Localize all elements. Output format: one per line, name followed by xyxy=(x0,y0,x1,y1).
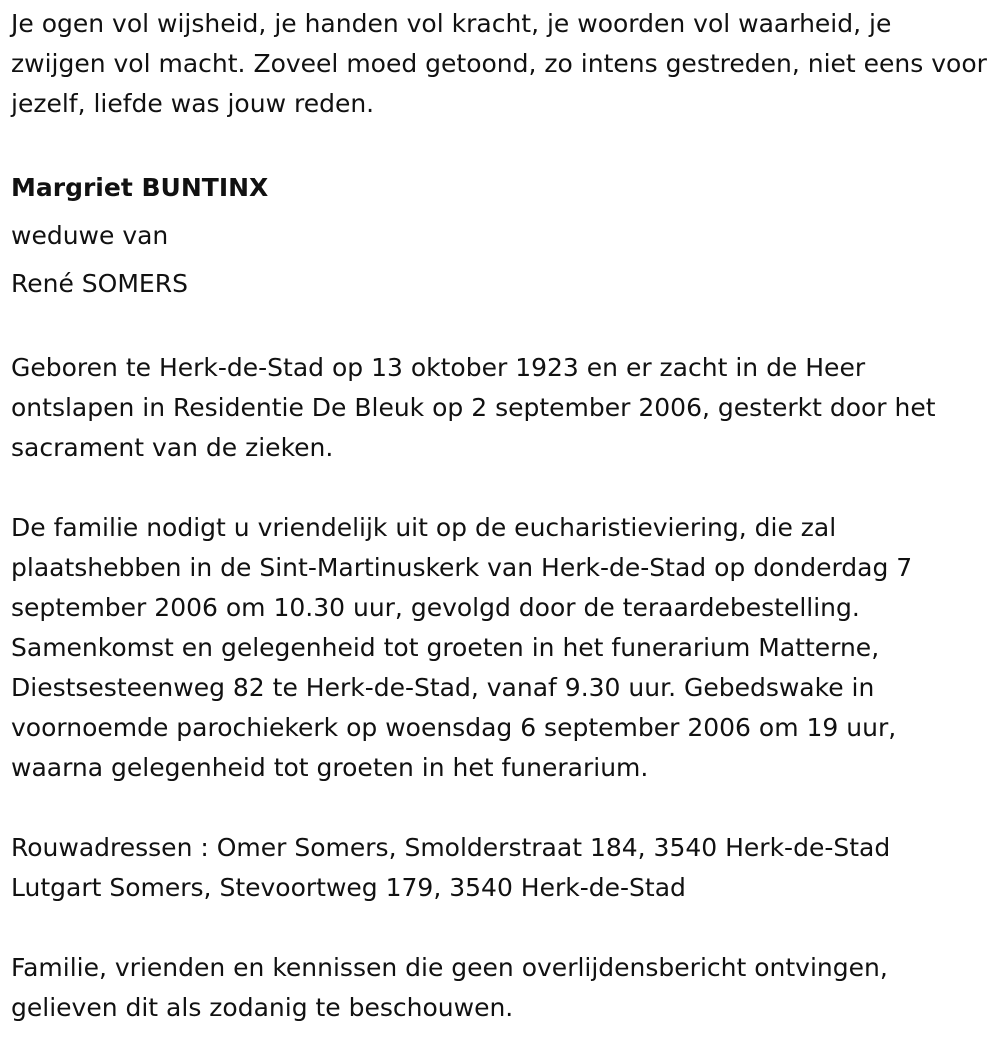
spouse-name: René SOMERS xyxy=(11,269,188,298)
deceased-name: Margriet BUNTINX xyxy=(11,173,269,202)
spacer xyxy=(11,308,991,348)
addresses-line-2: Lutgart Somers, Stevoortweg 179, 3540 Herk-de-Stad xyxy=(11,873,686,902)
relation-text: weduwe van xyxy=(11,221,169,250)
obituary-document xyxy=(11,4,991,1028)
spacer xyxy=(11,468,991,508)
birth-death-paragraph: Geboren te Herk-de-Stad op 13 oktober 1923 en er zacht in de Heer ontslapen in Residentie De Bleuk op 2 september 2006, gesterkt door het sacrament van de zieken. xyxy=(11,353,936,462)
spacer xyxy=(11,788,991,828)
service-paragraph: De familie nodigt u vriendelijk uit op de eucharistieviering, die zal plaatshebben in de Sint-Martinuskerk van Herk-de-Stad op donderdag 7 september 2006 om 10.30 uur, gevolgd door de teraardebestelling. Samenkomst en gelegenheid tot groeten in het funerarium Matterne, Diestsesteenweg 82 te Herk-de-Stad, vanaf 9.30 uur. Gebedswake in voornoemde parochiekerk op woensdag 6 september 2006 om 19 uur, waarna gelegenheid tot groeten in het funerarium. xyxy=(11,513,913,782)
addresses-line-1: Rouwadressen : Omer Somers, Smolderstraat 184, 3540 Herk-de-Stad xyxy=(11,833,891,862)
opening-poem: Je ogen vol wijsheid, je handen vol kracht, je woorden vol waarheid, je zwijgen vol macht. Zoveel moed getoond, zo intens gestreden, niet eens voor jezelf, liefde was jouw reden. xyxy=(11,9,987,118)
spacer xyxy=(11,908,991,948)
closing-paragraph: Familie, vrienden en kennissen die geen overlijdensbericht ontvingen, gelieven dit als zodanig te beschouwen. xyxy=(11,953,888,1022)
spacer xyxy=(11,124,991,164)
